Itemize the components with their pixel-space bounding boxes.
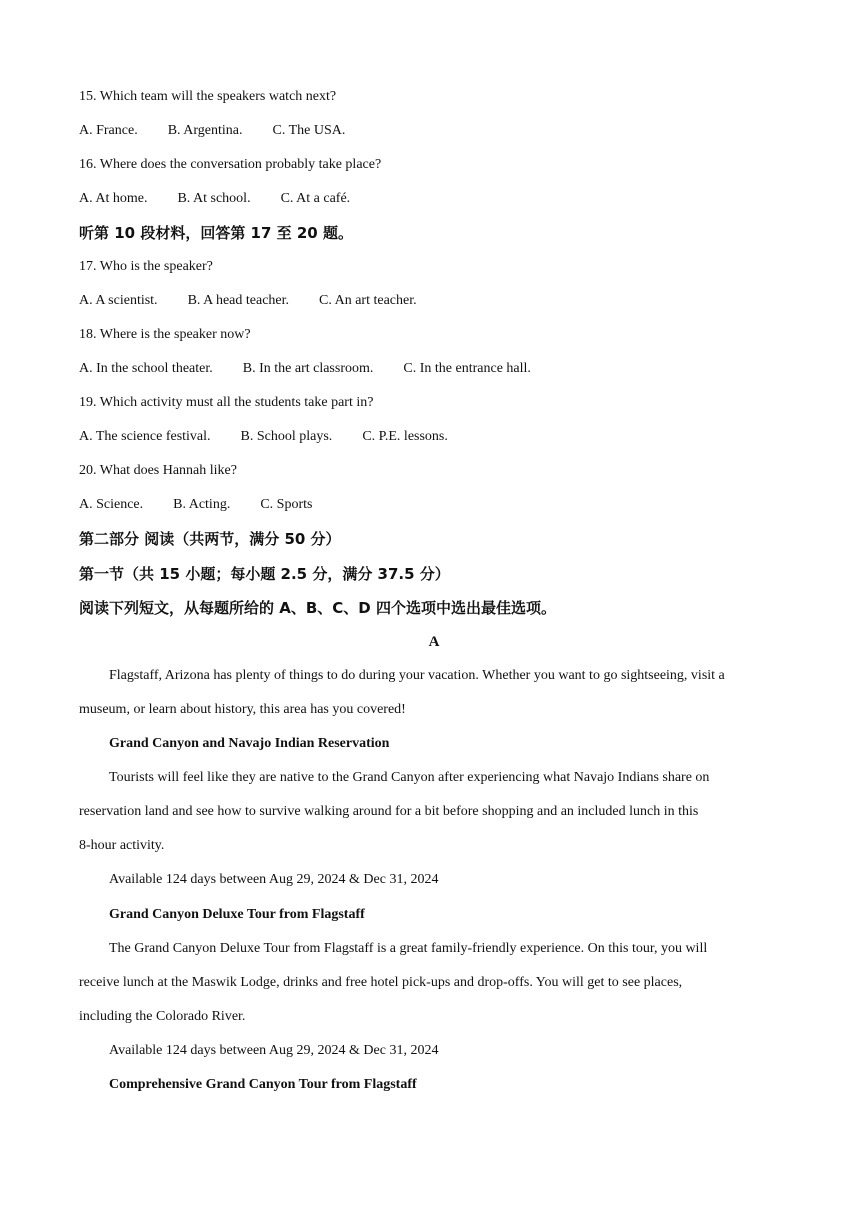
question-options-18 [79,359,531,379]
question-stem-16: 16. Where does the conversation probably take place? [79,157,382,172]
question-options-15 [79,121,345,141]
option-c: C. The USA. [272,123,346,138]
tour-title: Grand Canyon Deluxe Tour from Flagstaff [109,907,365,922]
option-b: B. Argentina. [167,123,243,138]
option-a: A. France. [79,123,138,138]
tour-description-line: including the Colorado River. [79,1009,246,1024]
option-c: C. At a café. [280,191,351,206]
question-stem-17: 17. Who is the speaker? [79,259,213,274]
option-a: A. Science. [79,497,144,512]
option-c: C. Sports [260,497,313,512]
question-options-16 [79,189,350,209]
option-a: A. The science festival. [79,429,211,444]
tour-description-line: Tourists will feel like they are native to the Grand Canyon after experiencing what Navajo Indians share on [109,770,710,785]
option-c: C. In the entrance hall. [403,361,531,376]
option-b: B. A head teacher. [187,293,290,308]
question-options-17 [79,291,417,311]
passage-intro-line: museum, or learn about history, this area has you covered! [79,702,406,717]
reading-instruction: 阅读下列短文，从每题所给的 A、B、C、D 四个选项中选出最佳选项。 [79,599,556,617]
tour-title: Grand Canyon and Navajo Indian Reservation [109,736,390,751]
question-stem-18: 18. Where is the speaker now? [79,327,251,342]
question-stem-15: 15. Which team will the speakers watch next? [79,89,337,104]
tour-description-line: The Grand Canyon Deluxe Tour from Flagstaff is a great family-friendly experience. On this tour, you will [109,941,708,956]
question-options-19 [79,427,448,447]
tour-availability: Available 124 days between Aug 29, 2024 & Dec 31, 2024 [109,872,439,887]
question-stem-19: 19. Which activity must all the students take part in? [79,395,374,410]
option-a: A. In the school theater. [79,361,213,376]
question-options-20 [79,495,312,515]
passage-intro-line: Flagstaff, Arizona has plenty of things to do during your vacation. Whether you want to go sightseeing, visit a [109,668,725,683]
tour-description-line: 8-hour activity. [79,838,165,853]
option-b: B. School plays. [240,429,333,444]
tour-title: Comprehensive Grand Canyon Tour from Flagstaff [109,1077,417,1092]
tour-description-line: receive lunch at the Maswik Lodge, drinks and free hotel pick-ups and drop-offs. You will get to see places, [79,975,683,990]
option-a: A. At home. [79,191,148,206]
section-instruction: 听第 10 段材料，回答第 17 至 20 题。 [79,224,353,242]
section-heading: 第一节（共 15 小题；每小题 2.5 分，满分 37.5 分） [79,565,450,583]
question-stem-20: 20. What does Hannah like? [79,463,237,478]
option-b: B. In the art classroom. [242,361,374,376]
tour-availability: Available 124 days between Aug 29, 2024 & Dec 31, 2024 [109,1043,439,1058]
passage-label: A [428,634,440,650]
option-b: B. Acting. [173,497,231,512]
tour-description-line: reservation land and see how to survive walking around for a bit before shopping and an included lunch in this [79,804,699,819]
part-heading: 第二部分 阅读（共两节，满分 50 分） [79,530,341,548]
option-c: C. P.E. lessons. [362,429,448,444]
option-b: B. At school. [177,191,251,206]
option-a: A. A scientist. [79,293,158,308]
option-c: C. An art teacher. [319,293,417,308]
